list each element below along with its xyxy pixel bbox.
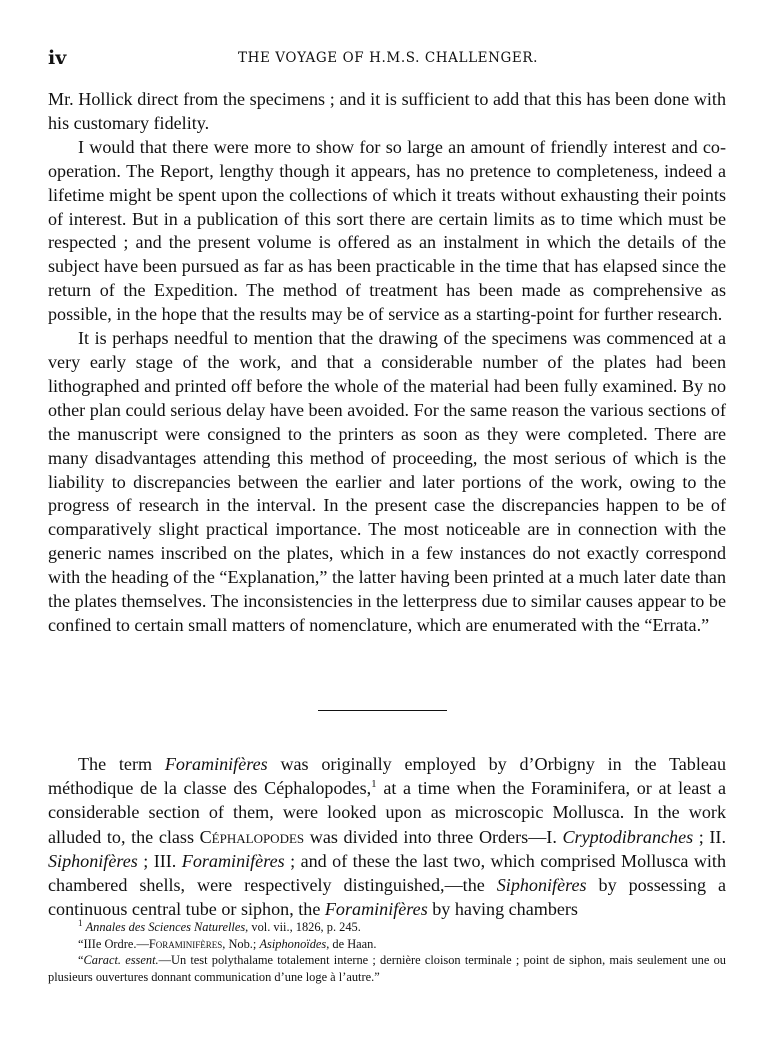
text-run: ; and of these the last two, which comprised Mollusca with chambered shells, were respectively distinguished,—the [48, 850, 726, 896]
page-number: iv [48, 47, 67, 69]
text-run: was originally employed by d’Orbigny in the Tableau méthodique de la classe des Céphalopodes, [48, 754, 726, 799]
term-cephalopodes: Céphalopodes [199, 826, 305, 847]
journal-title: Annales des Sciences Naturelles [85, 920, 246, 934]
text-run: —Un test polythalame totalement interne ; dernière cloison terminale ; point de siphon, mais seulement une ou plusieurs ouvertures donnant communication d’une loge à l’autre.” [48, 953, 726, 984]
paragraph-1: Mr. Hollick direct from the specimens ; and it is sufficient to add that this has been done with his customary fidelity. [48, 89, 726, 133]
term-foraminiferes: Foraminifères [324, 899, 428, 920]
text-run: by having chambers [427, 899, 578, 920]
term-siphoniferes: Siphonifères [496, 875, 587, 896]
paragraph-4 [48, 752, 726, 921]
term-foraminiferes: Foraminifères [148, 936, 223, 951]
text-run: , de Haan. [326, 936, 377, 951]
footnote-reference: 1 [371, 778, 377, 791]
text-run: “ [78, 953, 84, 967]
text-run: “IIIe Ordre.— [78, 936, 149, 951]
term-cryptodibranches: Cryptodibranches [562, 826, 694, 847]
footnote-1 [48, 919, 726, 936]
footnotes [48, 919, 726, 985]
text-run: ; II. [693, 826, 726, 847]
text-run: The term [78, 754, 165, 774]
running-title: THE VOYAGE OF H.M.S. CHALLENGER. [237, 50, 539, 66]
text-run: , Nob.; [222, 936, 260, 951]
footnote-2 [48, 936, 726, 953]
footnote-3 [48, 952, 726, 985]
term-siphoniferes: Siphonifères [48, 850, 138, 871]
term-caract-essent: Caract. essent. [83, 953, 159, 967]
section-divider [318, 710, 447, 711]
footnote-mark: 1 [78, 917, 83, 928]
paragraph-2: I would that there were more to show for so large an amount of friendly interest and co-operation. The Report, lengthy though it appears, has no pretence to completeness, indeed a lifetime might be spent upon the collections of which it treats without exhausting their points of interest. But in a publication of this sort there are certain limits as to time which must be respected ; and the present volume is offered as an instalment in which the details of the subject have been pursued as far as has been practicable in the time that has elapsed since the return of the Expedition. The method of treatment has been made as comprehensive as possible, in the hope that the results may be of service as a starting-point for further research. [48, 136, 726, 325]
page-header [48, 47, 728, 71]
paragraph-3: It is perhaps needful to mention that the drawing of the specimens was commenced at a very early stage of the work, and that a considerable number of the plates had been lithographed and printed off before the whole of the material had been fully examined. By no other plan could serious delay have been avoided. For the same reason the various sections of the manuscript were consigned to the printers as soon as they were completed. There are many disadvantages attending this method of proceeding, the most serious of which is the liability to discrepancies between the earlier and later portions of the work, owing to the progress of research in the interval. In the present case the discrepancies happen to be of comparatively slight practical importance. The most noticeable are in connection with the generic names inscribed on the plates, which in a few instances do not exactly correspond with the heading of the “Explanation,” the latter having been printed at a much later date than the plates themselves. The inconsistencies in the letterpress due to similar causes appear to be confined to certain small matters of nomenclature, which are enumerated with the “Errata.” [48, 328, 726, 635]
text-run: was divided into three Orders—I. [304, 826, 563, 847]
term-foraminiferes: Foraminifères [181, 850, 285, 871]
preface-text [48, 88, 726, 638]
text-run: ; III. [137, 850, 182, 871]
introduction-text [48, 752, 726, 921]
text-run: by possessing a continuous central tube or siphon, the [48, 875, 726, 920]
text-run: at a time when the Foraminifera, or at least a considerable section of them, were looked upon as microscopic Mollusca. In the work alluded to, the class [48, 778, 726, 847]
term-foraminiferes: Foraminifères [164, 754, 268, 774]
text-run: , vol. vii., 1826, p. 245. [245, 920, 361, 934]
term-asiphonoides: Asiphonoïdes [259, 936, 327, 951]
